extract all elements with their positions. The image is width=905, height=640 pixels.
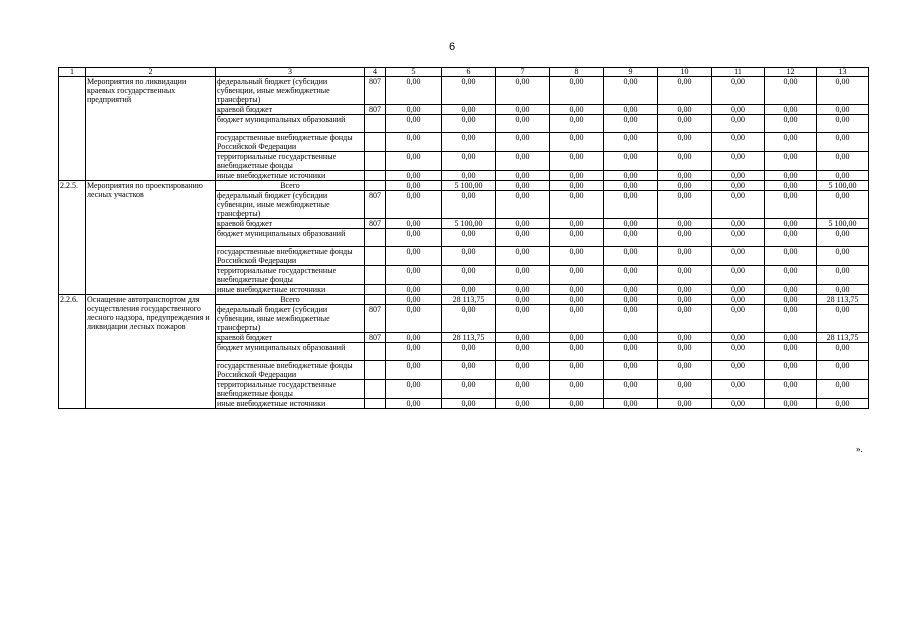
amount-cell: 0,00 bbox=[386, 181, 442, 191]
amount-cell: 0,00 bbox=[604, 305, 658, 333]
amount-cell: 0,00 bbox=[496, 181, 550, 191]
amount-cell: 0,00 bbox=[442, 247, 496, 266]
amount-cell: 0,00 bbox=[496, 361, 550, 380]
amount-cell: 0,00 bbox=[712, 333, 765, 343]
amount-cell: 0,00 bbox=[658, 181, 712, 191]
budget-code: 807 bbox=[365, 191, 386, 219]
amount-cell: 0,00 bbox=[604, 229, 658, 247]
budget-code bbox=[365, 171, 386, 181]
amount-cell: 0,00 bbox=[765, 219, 817, 229]
amount-cell: 0,00 bbox=[817, 191, 869, 219]
amount-cell: 0,00 bbox=[386, 247, 442, 266]
budget-code: 807 bbox=[365, 219, 386, 229]
budget-code bbox=[365, 295, 386, 305]
funding-source: бюджет муниципальных образований bbox=[216, 229, 365, 247]
amount-cell: 0,00 bbox=[658, 171, 712, 181]
amount-cell: 0,00 bbox=[496, 77, 550, 105]
amount-cell: 0,00 bbox=[442, 171, 496, 181]
amount-cell: 0,00 bbox=[496, 343, 550, 361]
funding-source: территориальные государственные внебюджетные фонды bbox=[216, 266, 365, 285]
budget-code bbox=[365, 266, 386, 285]
amount-cell: 0,00 bbox=[604, 361, 658, 380]
table-row bbox=[59, 77, 869, 105]
amount-cell: 0,00 bbox=[496, 219, 550, 229]
amount-cell: 0,00 bbox=[604, 285, 658, 295]
funding-source: территориальные государственные внебюджетные фонды bbox=[216, 152, 365, 171]
amount-cell: 0,00 bbox=[658, 343, 712, 361]
amount-cell: 0,00 bbox=[712, 343, 765, 361]
amount-cell: 0,00 bbox=[604, 191, 658, 219]
amount-cell: 0,00 bbox=[817, 285, 869, 295]
amount-cell: 0,00 bbox=[712, 285, 765, 295]
amount-cell: 0,00 bbox=[712, 361, 765, 380]
amount-cell: 0,00 bbox=[712, 219, 765, 229]
amount-cell: 0,00 bbox=[765, 380, 817, 399]
amount-cell: 0,00 bbox=[604, 219, 658, 229]
amount-cell: 0,00 bbox=[817, 115, 869, 133]
amount-cell: 0,00 bbox=[817, 266, 869, 285]
amount-cell: 0,00 bbox=[765, 191, 817, 219]
amount-cell: 0,00 bbox=[442, 77, 496, 105]
budget-code bbox=[365, 247, 386, 266]
amount-cell: 0,00 bbox=[550, 295, 604, 305]
amount-cell: 28 113,75 bbox=[817, 295, 869, 305]
amount-cell: 28 113,75 bbox=[442, 333, 496, 343]
amount-cell: 0,00 bbox=[386, 305, 442, 333]
amount-cell: 0,00 bbox=[604, 343, 658, 361]
amount-cell: 0,00 bbox=[386, 380, 442, 399]
amount-cell: 0,00 bbox=[712, 295, 765, 305]
amount-cell: 0,00 bbox=[496, 247, 550, 266]
amount-cell: 0,00 bbox=[496, 171, 550, 181]
amount-cell: 0,00 bbox=[658, 285, 712, 295]
amount-cell: 0,00 bbox=[765, 399, 817, 409]
funding-source: государственные внебюджетные фонды Российской Федерации bbox=[216, 247, 365, 266]
amount-cell: 0,00 bbox=[765, 181, 817, 191]
amount-cell: 0,00 bbox=[550, 266, 604, 285]
amount-cell: 0,00 bbox=[712, 191, 765, 219]
amount-cell: 0,00 bbox=[496, 115, 550, 133]
budget-code bbox=[365, 399, 386, 409]
amount-cell: 0,00 bbox=[550, 191, 604, 219]
amount-cell: 0,00 bbox=[604, 181, 658, 191]
amount-cell: 0,00 bbox=[765, 295, 817, 305]
amount-cell: 0,00 bbox=[658, 305, 712, 333]
budget-code bbox=[365, 361, 386, 380]
amount-cell: 28 113,75 bbox=[442, 295, 496, 305]
budget-code bbox=[365, 380, 386, 399]
amount-cell: 0,00 bbox=[386, 171, 442, 181]
amount-cell: 0,00 bbox=[442, 133, 496, 152]
amount-cell: 0,00 bbox=[442, 191, 496, 219]
amount-cell: 0,00 bbox=[496, 399, 550, 409]
amount-cell: 0,00 bbox=[765, 285, 817, 295]
column-header-4: 4 bbox=[365, 68, 386, 77]
amount-cell: 0,00 bbox=[550, 333, 604, 343]
amount-cell: 0,00 bbox=[442, 266, 496, 285]
column-header-13: 13 bbox=[817, 68, 869, 77]
amount-cell: 0,00 bbox=[817, 361, 869, 380]
budget-code: 807 bbox=[365, 305, 386, 333]
column-header-6: 6 bbox=[442, 68, 496, 77]
amount-cell: 0,00 bbox=[550, 399, 604, 409]
amount-cell: 0,00 bbox=[817, 229, 869, 247]
section-number: 2.2.6. bbox=[59, 295, 86, 409]
amount-cell: 0,00 bbox=[604, 171, 658, 181]
amount-cell: 0,00 bbox=[658, 191, 712, 219]
amount-cell: 0,00 bbox=[496, 266, 550, 285]
total-label: Всего bbox=[216, 181, 365, 191]
amount-cell: 0,00 bbox=[658, 152, 712, 171]
amount-cell: 0,00 bbox=[550, 219, 604, 229]
amount-cell: 0,00 bbox=[712, 399, 765, 409]
amount-cell: 0,00 bbox=[712, 181, 765, 191]
column-header-8: 8 bbox=[550, 68, 604, 77]
closing-quote-mark: ». bbox=[856, 444, 863, 454]
amount-cell: 0,00 bbox=[442, 285, 496, 295]
amount-cell: 0,00 bbox=[386, 295, 442, 305]
amount-cell: 0,00 bbox=[712, 152, 765, 171]
amount-cell: 0,00 bbox=[496, 380, 550, 399]
amount-cell: 0,00 bbox=[712, 380, 765, 399]
amount-cell: 0,00 bbox=[386, 399, 442, 409]
amount-cell: 0,00 bbox=[550, 105, 604, 115]
amount-cell: 0,00 bbox=[712, 305, 765, 333]
column-header-11: 11 bbox=[712, 68, 765, 77]
amount-cell: 0,00 bbox=[442, 399, 496, 409]
amount-cell: 0,00 bbox=[550, 247, 604, 266]
amount-cell: 0,00 bbox=[442, 361, 496, 380]
amount-cell: 0,00 bbox=[604, 399, 658, 409]
amount-cell: 0,00 bbox=[765, 133, 817, 152]
amount-cell: 0,00 bbox=[386, 219, 442, 229]
amount-cell: 0,00 bbox=[442, 229, 496, 247]
amount-cell: 0,00 bbox=[496, 295, 550, 305]
table-body bbox=[59, 68, 869, 409]
amount-cell: 0,00 bbox=[765, 266, 817, 285]
amount-cell: 0,00 bbox=[658, 219, 712, 229]
amount-cell: 0,00 bbox=[817, 305, 869, 333]
amount-cell: 0,00 bbox=[712, 105, 765, 115]
amount-cell: 0,00 bbox=[550, 361, 604, 380]
amount-cell: 0,00 bbox=[604, 247, 658, 266]
amount-cell: 0,00 bbox=[386, 229, 442, 247]
amount-cell: 0,00 bbox=[496, 333, 550, 343]
amount-cell: 0,00 bbox=[658, 361, 712, 380]
amount-cell: 0,00 bbox=[817, 171, 869, 181]
amount-cell: 0,00 bbox=[765, 115, 817, 133]
amount-cell: 0,00 bbox=[386, 333, 442, 343]
amount-cell: 0,00 bbox=[550, 171, 604, 181]
amount-cell: 5 100,00 bbox=[817, 181, 869, 191]
amount-cell: 0,00 bbox=[550, 343, 604, 361]
funding-source: бюджет муниципальных образований bbox=[216, 343, 365, 361]
amount-cell: 0,00 bbox=[496, 191, 550, 219]
amount-cell: 0,00 bbox=[712, 133, 765, 152]
amount-cell: 0,00 bbox=[604, 295, 658, 305]
amount-cell: 0,00 bbox=[817, 133, 869, 152]
amount-cell: 0,00 bbox=[817, 399, 869, 409]
amount-cell: 0,00 bbox=[496, 152, 550, 171]
amount-cell: 0,00 bbox=[550, 77, 604, 105]
amount-cell: 5 100,00 bbox=[442, 219, 496, 229]
page-number: 6 bbox=[448, 41, 456, 53]
amount-cell: 0,00 bbox=[765, 361, 817, 380]
budget-code bbox=[365, 152, 386, 171]
section-number bbox=[59, 77, 86, 181]
budget-code bbox=[365, 133, 386, 152]
budget-table bbox=[58, 67, 869, 409]
section-name: Мероприятия по ликвидации краевых государственных предприятий bbox=[86, 77, 216, 181]
funding-source: иные внебюджетные источники bbox=[216, 171, 365, 181]
total-label: Всего bbox=[216, 295, 365, 305]
amount-cell: 0,00 bbox=[765, 343, 817, 361]
amount-cell: 0,00 bbox=[496, 305, 550, 333]
budget-code bbox=[365, 181, 386, 191]
amount-cell: 0,00 bbox=[604, 152, 658, 171]
amount-cell: 0,00 bbox=[712, 266, 765, 285]
amount-cell: 0,00 bbox=[765, 305, 817, 333]
column-header-1: 1 bbox=[59, 68, 86, 77]
amount-cell: 0,00 bbox=[550, 229, 604, 247]
section-number: 2.2.5. bbox=[59, 181, 86, 295]
amount-cell: 0,00 bbox=[496, 229, 550, 247]
funding-source: бюджет муниципальных образований bbox=[216, 115, 365, 133]
budget-code: 807 bbox=[365, 333, 386, 343]
budget-code bbox=[365, 285, 386, 295]
amount-cell: 0,00 bbox=[712, 77, 765, 105]
amount-cell: 0,00 bbox=[496, 133, 550, 152]
amount-cell: 0,00 bbox=[658, 295, 712, 305]
funding-source: государственные внебюджетные фонды Российской Федерации bbox=[216, 361, 365, 380]
amount-cell: 0,00 bbox=[765, 171, 817, 181]
amount-cell: 0,00 bbox=[550, 152, 604, 171]
funding-source: федеральный бюджет (субсидии субвенции, иные межбюджетные трансферты) bbox=[216, 77, 365, 105]
amount-cell: 0,00 bbox=[442, 152, 496, 171]
column-number-row bbox=[59, 68, 869, 77]
amount-cell: 0,00 bbox=[386, 343, 442, 361]
amount-cell: 0,00 bbox=[817, 77, 869, 105]
column-header-12: 12 bbox=[765, 68, 817, 77]
amount-cell: 0,00 bbox=[658, 333, 712, 343]
amount-cell: 0,00 bbox=[386, 77, 442, 105]
section-name: Оснащение автотранспортом для осуществления государственного лесного надзора, предупреждения и ликвидации лесных пожаров bbox=[86, 295, 216, 409]
funding-source: иные внебюджетные источники bbox=[216, 399, 365, 409]
amount-cell: 0,00 bbox=[550, 285, 604, 295]
section-name: Мероприятия по проектированию лесных участков bbox=[86, 181, 216, 295]
amount-cell: 0,00 bbox=[658, 380, 712, 399]
budget-code: 807 bbox=[365, 105, 386, 115]
amount-cell: 0,00 bbox=[550, 115, 604, 133]
funding-source: краевой бюджет bbox=[216, 105, 365, 115]
amount-cell: 0,00 bbox=[604, 133, 658, 152]
amount-cell: 0,00 bbox=[442, 380, 496, 399]
column-header-7: 7 bbox=[496, 68, 550, 77]
column-header-5: 5 bbox=[386, 68, 442, 77]
amount-cell: 0,00 bbox=[386, 191, 442, 219]
amount-cell: 0,00 bbox=[550, 133, 604, 152]
amount-cell: 5 100,00 bbox=[442, 181, 496, 191]
funding-source: территориальные государственные внебюджетные фонды bbox=[216, 380, 365, 399]
amount-cell: 0,00 bbox=[658, 266, 712, 285]
amount-cell: 0,00 bbox=[712, 115, 765, 133]
amount-cell: 0,00 bbox=[658, 133, 712, 152]
amount-cell: 0,00 bbox=[496, 105, 550, 115]
amount-cell: 0,00 bbox=[817, 152, 869, 171]
amount-cell: 0,00 bbox=[712, 171, 765, 181]
budget-code bbox=[365, 343, 386, 361]
column-header-2: 2 bbox=[86, 68, 216, 77]
column-header-9: 9 bbox=[604, 68, 658, 77]
amount-cell: 0,00 bbox=[550, 380, 604, 399]
funding-source: краевой бюджет bbox=[216, 333, 365, 343]
amount-cell: 0,00 bbox=[386, 361, 442, 380]
amount-cell: 0,00 bbox=[658, 247, 712, 266]
amount-cell: 0,00 bbox=[817, 105, 869, 115]
amount-cell: 0,00 bbox=[817, 247, 869, 266]
amount-cell: 0,00 bbox=[442, 343, 496, 361]
amount-cell: 0,00 bbox=[604, 105, 658, 115]
column-header-10: 10 bbox=[658, 68, 712, 77]
table-row bbox=[59, 295, 869, 305]
budget-code bbox=[365, 115, 386, 133]
amount-cell: 0,00 bbox=[765, 229, 817, 247]
amount-cell: 0,00 bbox=[658, 105, 712, 115]
amount-cell: 0,00 bbox=[658, 229, 712, 247]
amount-cell: 0,00 bbox=[712, 247, 765, 266]
amount-cell: 0,00 bbox=[386, 285, 442, 295]
amount-cell: 0,00 bbox=[658, 399, 712, 409]
amount-cell: 0,00 bbox=[658, 77, 712, 105]
amount-cell: 0,00 bbox=[386, 105, 442, 115]
amount-cell: 0,00 bbox=[604, 115, 658, 133]
amount-cell: 0,00 bbox=[496, 285, 550, 295]
amount-cell: 0,00 bbox=[765, 247, 817, 266]
budget-code bbox=[365, 229, 386, 247]
amount-cell: 0,00 bbox=[604, 266, 658, 285]
amount-cell: 0,00 bbox=[386, 115, 442, 133]
amount-cell: 0,00 bbox=[604, 380, 658, 399]
column-header-3: 3 bbox=[216, 68, 365, 77]
amount-cell: 0,00 bbox=[550, 305, 604, 333]
amount-cell: 0,00 bbox=[817, 380, 869, 399]
amount-cell: 0,00 bbox=[765, 152, 817, 171]
amount-cell: 28 113,75 bbox=[817, 333, 869, 343]
table-row bbox=[59, 181, 869, 191]
funding-source: федеральный бюджет (субсидии субвенции, иные межбюджетные трансферты) bbox=[216, 191, 365, 219]
amount-cell: 0,00 bbox=[550, 181, 604, 191]
amount-cell: 0,00 bbox=[712, 229, 765, 247]
amount-cell: 0,00 bbox=[765, 333, 817, 343]
amount-cell: 0,00 bbox=[386, 152, 442, 171]
funding-source: иные внебюджетные источники bbox=[216, 285, 365, 295]
funding-source: краевой бюджет bbox=[216, 219, 365, 229]
amount-cell: 0,00 bbox=[658, 115, 712, 133]
amount-cell: 0,00 bbox=[386, 133, 442, 152]
amount-cell: 0,00 bbox=[604, 333, 658, 343]
funding-source: федеральный бюджет (субсидии субвенции, иные межбюджетные трансферты) bbox=[216, 305, 365, 333]
amount-cell: 0,00 bbox=[817, 343, 869, 361]
amount-cell: 0,00 bbox=[604, 77, 658, 105]
amount-cell: 0,00 bbox=[386, 266, 442, 285]
amount-cell: 0,00 bbox=[765, 77, 817, 105]
amount-cell: 0,00 bbox=[442, 115, 496, 133]
budget-code: 807 bbox=[365, 77, 386, 105]
funding-source: государственные внебюджетные фонды Российской Федерации bbox=[216, 133, 365, 152]
amount-cell: 0,00 bbox=[442, 305, 496, 333]
amount-cell: 5 100,00 bbox=[817, 219, 869, 229]
amount-cell: 0,00 bbox=[765, 105, 817, 115]
amount-cell: 0,00 bbox=[442, 105, 496, 115]
